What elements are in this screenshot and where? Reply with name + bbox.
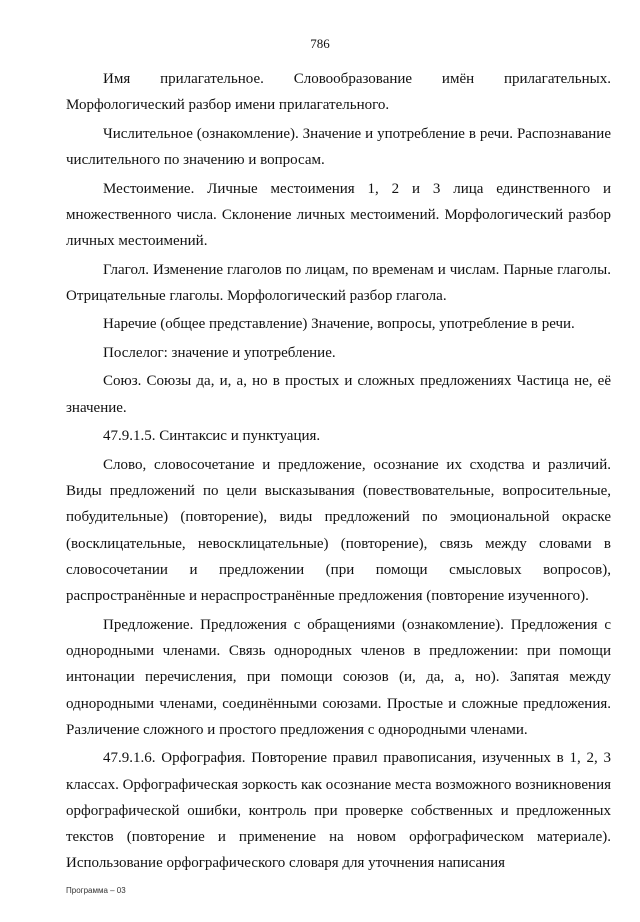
paragraph-orthography: 47.9.1.6. Орфография. Повторение правил правописания, изученных в 1, 2, 3 классах. Орфографическая зоркость как осознание места возможного возникновения орфографической ошибки, контроль при проверке собственных и предложенных текстов (повторение и применение на новом орфографическом материале). Использование орфографического словаря для уточнения написания bbox=[66, 750, 611, 872]
page-number: 786 bbox=[310, 36, 330, 51]
paragraph-sentence: Предложение. Предложения с обращениями (ознакомление). Предложения с однородными членами. Связь однородных членов в предложении: при помощи интонации перечисления, при помощи союзов (и, да, а, но). Запятая между однородными членами, соединёнными союзами. Простые и сложные предложения. Различение сложного и простого предложения с однородными членами. bbox=[66, 616, 611, 738]
paragraph-verb: Глагол. Изменение глаголов по лицам, по временам и числам. Парные глаголы. Отрицательные глаголы. Морфологический разбор глагола. bbox=[66, 261, 611, 304]
document-body bbox=[66, 66, 611, 879]
page-footer: Программа – 03 bbox=[66, 886, 126, 895]
paragraph-syntax: Слово, словосочетание и предложение, осознание их сходства и различий. Виды предложений по цели высказывания (повествовательные, вопросительные, побудительные) (повторение), виды предложений по эмоциональной окраске (восклицательные, невосклицательные) (повторение), связь между словами в словосочетании и предложении (при помощи смысловых вопросов), распространённые и нераспространённые предложения (повторение изученного). bbox=[66, 456, 611, 605]
paragraph-numeral: Числительное (ознакомление). Значение и употребление в речи. Распознавание числительного по значению и вопросам. bbox=[66, 125, 611, 169]
section-heading-syntax: 47.9.1.5. Синтаксис и пунктуация. bbox=[103, 428, 321, 445]
paragraph-conjunction: Союз. Союзы да, и, а, но в простых и сложных предложениях Частица не, её значение. bbox=[66, 373, 611, 416]
paragraph-adverb: Наречие (общее представление) Значение, вопросы, употребление в речи. bbox=[103, 316, 575, 333]
paragraph-pronoun: Местоимение. Личные местоимения 1, 2 и 3 лица единственного и множественного числа. Склонение личных местоимений. Морфологический разбор личных местоимений. bbox=[66, 180, 611, 250]
paragraph-adjective: Имя прилагательное. Словообразование имён прилагательных. Морфологический разбор имени прилагательного. bbox=[66, 71, 611, 114]
paragraph-postposition: Послелог: значение и употребление. bbox=[103, 344, 336, 361]
